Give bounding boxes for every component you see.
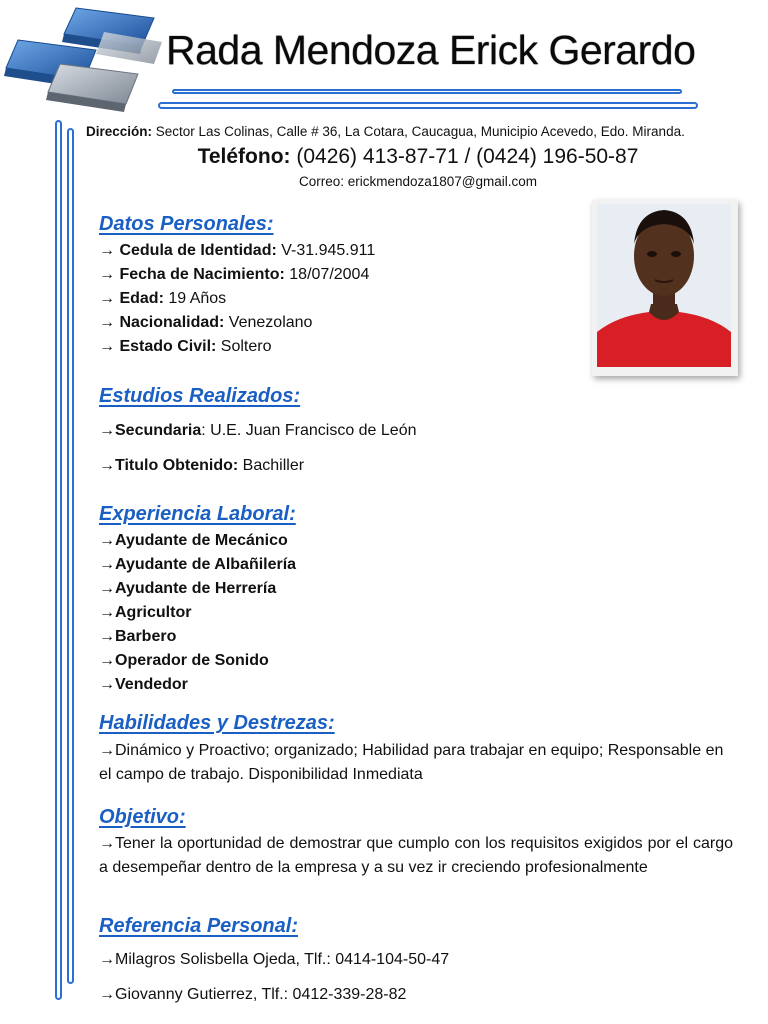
email-line: Correo: erickmendoza1807@gmail.com bbox=[298, 174, 538, 189]
study-item-value: Bachiller bbox=[238, 457, 305, 474]
study-item-value: : U.E. Juan Francisco de León bbox=[201, 422, 417, 439]
section-title-estudios: Estudios Realizados: bbox=[99, 385, 301, 407]
personal-item-value: Venezolano bbox=[224, 314, 313, 331]
address-line bbox=[86, 124, 766, 140]
objective-text: →Tener la oportunidad de demostrar que cumplo con los requisitos exigidos por el cargo a desempeñar dentro de la empresa y a su vez ir creciendo profesionalmente bbox=[99, 835, 733, 876]
experience-item bbox=[99, 651, 269, 671]
personal-item-value: 19 Años bbox=[163, 290, 227, 307]
personal-item-label: → Edad: bbox=[99, 290, 164, 307]
section-title-referencias: Referencia Personal: bbox=[99, 915, 298, 937]
reference-item: →Milagros Solisbella Ojeda, Tlf.: 0414-104-50-47 bbox=[99, 951, 450, 968]
experience-item bbox=[99, 603, 191, 623]
personal-item bbox=[99, 289, 226, 309]
experience-item bbox=[99, 627, 176, 647]
candidate-name: Rada Mendoza Erick Gerardo bbox=[166, 27, 696, 73]
personal-item-label: → Cedula de Identidad: bbox=[99, 242, 277, 259]
section-title-datos-personales: Datos Personales: bbox=[99, 213, 274, 235]
personal-item bbox=[99, 265, 369, 285]
address-value: Sector Las Colinas, Calle # 36, La Cotara, Caucagua, Municipio Acevedo, Edo. Miranda. bbox=[152, 124, 685, 139]
experience-item-label: →Barbero bbox=[99, 628, 177, 645]
personal-item bbox=[99, 241, 375, 261]
personal-item-value: V-31.945.911 bbox=[276, 242, 376, 259]
experience-item bbox=[99, 675, 188, 695]
address-label: Dirección: bbox=[86, 124, 153, 139]
phone-value: (0426) 413-87-71 / (0424) 196-50-87 bbox=[290, 145, 639, 168]
experience-item-label: →Ayudante de Herrería bbox=[99, 580, 277, 597]
skills-text: →Dinámico y Proactivo; organizado; Habilidad para trabajar en equipo; Responsable en el campo de trabajo. Disponibilidad Inmediata bbox=[99, 742, 724, 783]
study-item bbox=[99, 421, 417, 441]
experience-item bbox=[99, 531, 288, 551]
section-title-objetivo: Objetivo: bbox=[99, 806, 186, 828]
personal-item bbox=[99, 313, 312, 333]
arrow-prefix: → bbox=[99, 422, 115, 439]
study-item-label: Titulo Obtenido: bbox=[115, 457, 239, 474]
experience-item-label: →Vendedor bbox=[99, 676, 188, 693]
profile-photo bbox=[597, 204, 731, 367]
personal-item-label: → Fecha de Nacimiento: bbox=[99, 266, 285, 283]
title-rule bbox=[158, 102, 698, 109]
experience-item-label: →Operador de Sonido bbox=[99, 652, 269, 669]
reference-item: →Giovanny Gutierrez, Tlf.: 0412-339-28-82 bbox=[99, 986, 407, 1003]
title-rule bbox=[172, 89, 682, 94]
phone-line bbox=[0, 144, 768, 170]
experience-item-label: →Agricultor bbox=[99, 604, 192, 621]
person-icon bbox=[597, 204, 731, 367]
phone-label: Teléfono: bbox=[197, 145, 291, 168]
section-title-habilidades: Habilidades y Destrezas: bbox=[99, 712, 335, 734]
personal-item-value: Soltero bbox=[216, 338, 272, 355]
experience-item-label: →Ayudante de Mecánico bbox=[99, 532, 288, 549]
personal-item-label: → Nacionalidad: bbox=[99, 314, 225, 331]
experience-item bbox=[99, 579, 276, 599]
side-rule bbox=[55, 120, 62, 1000]
cube-logo-icon bbox=[4, 2, 164, 114]
experience-item bbox=[99, 555, 296, 575]
section-title-experiencia: Experiencia Laboral: bbox=[99, 503, 296, 525]
study-item bbox=[99, 456, 304, 476]
personal-item-value: 18/07/2004 bbox=[284, 266, 370, 283]
arrow-prefix: → bbox=[99, 457, 115, 474]
personal-item-label: → Estado Civil: bbox=[99, 338, 217, 355]
side-rule bbox=[67, 128, 74, 984]
study-item-label: Secundaria bbox=[115, 422, 202, 439]
personal-item bbox=[99, 337, 272, 357]
experience-item-label: →Ayudante de Albañilería bbox=[99, 556, 297, 573]
